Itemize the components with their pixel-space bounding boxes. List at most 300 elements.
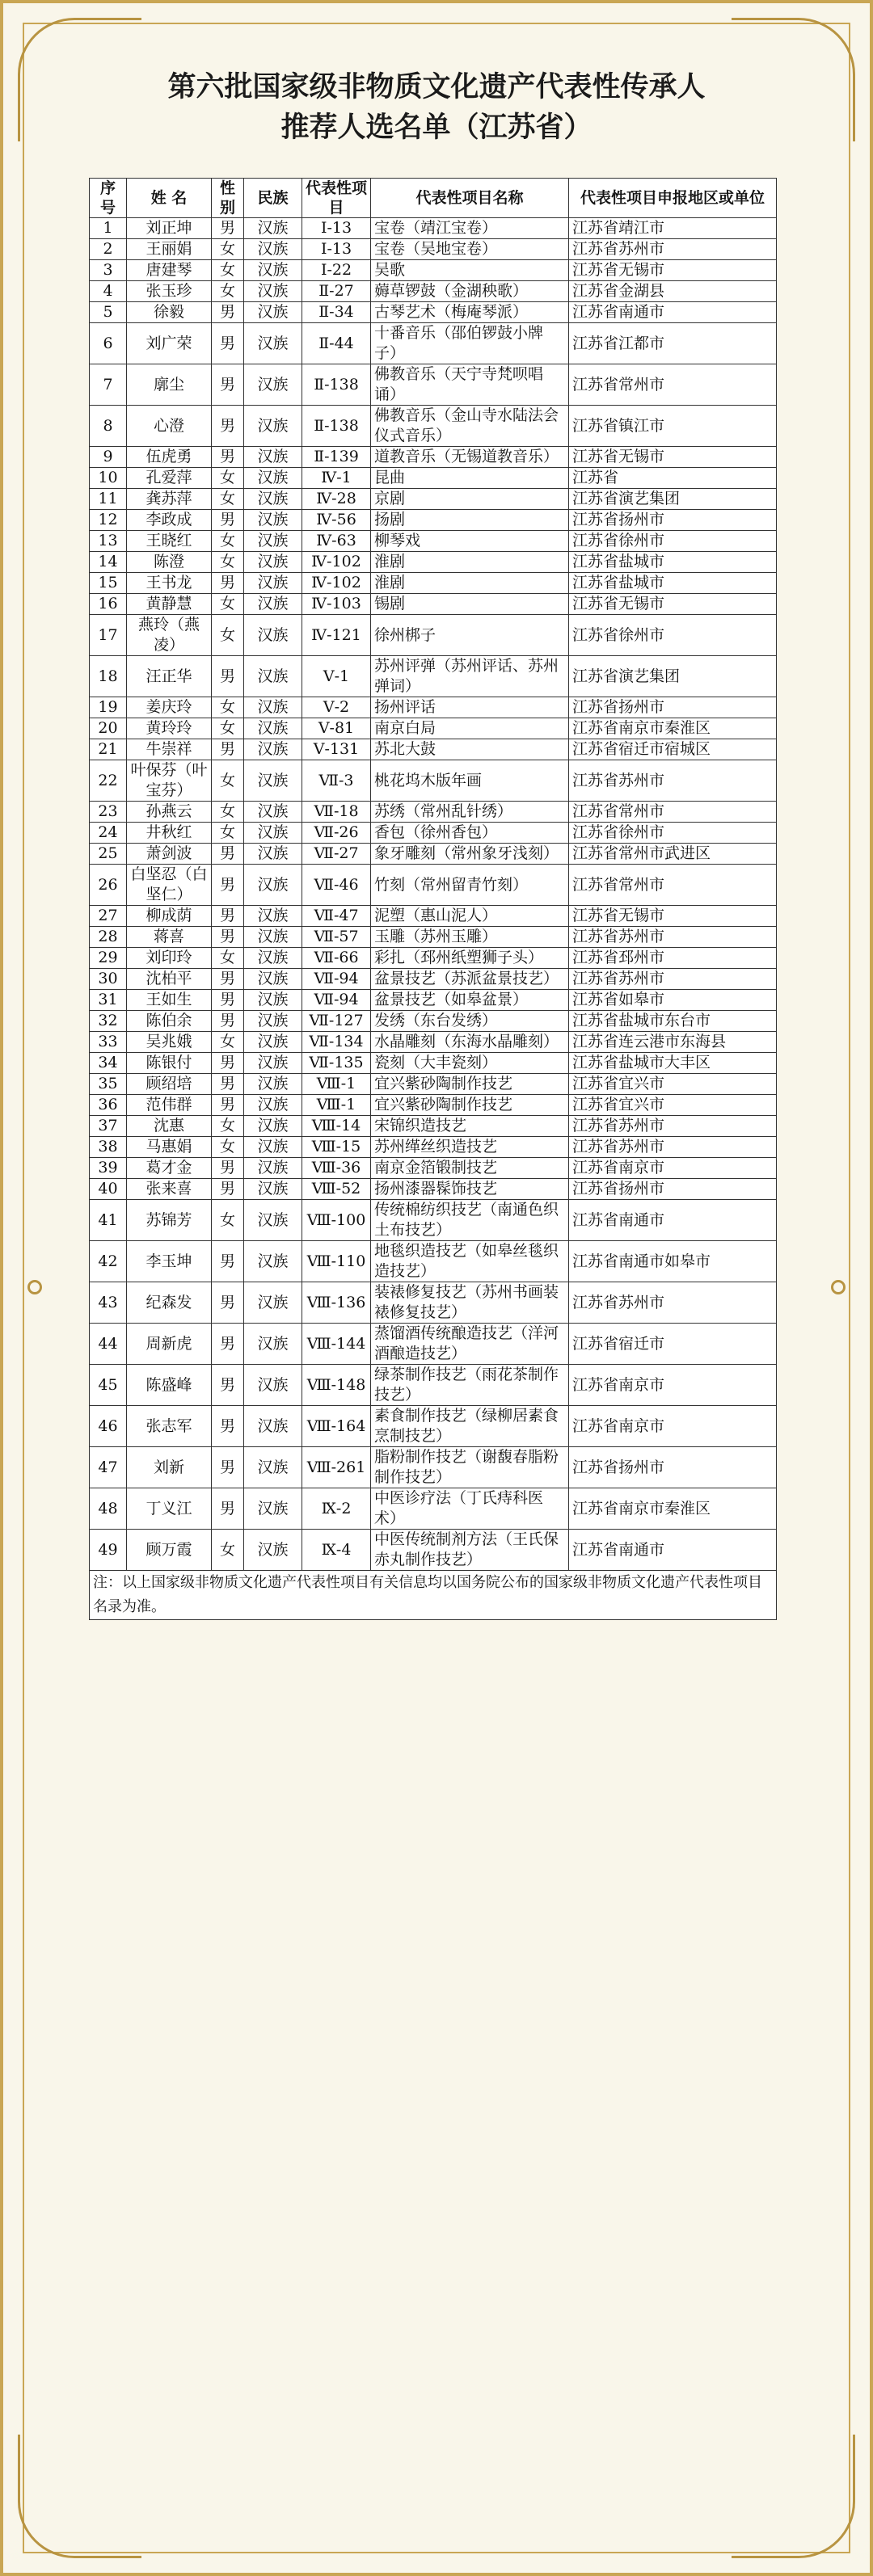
- cell-gender: 男: [212, 1324, 244, 1365]
- cell-gender: 男: [212, 1365, 244, 1406]
- cell-item-no: Ⅰ-22: [302, 260, 371, 281]
- cell-item-name: 淮剧: [371, 573, 569, 594]
- cell-item-no: Ⅷ-164: [302, 1406, 371, 1447]
- table-row: [90, 656, 777, 697]
- cell-seq: 35: [90, 1074, 127, 1095]
- cell-region: 江苏省南京市: [569, 1158, 777, 1179]
- table-row: [90, 615, 777, 656]
- cell-gender: 女: [212, 489, 244, 510]
- cell-ethnic: 汉族: [244, 906, 302, 927]
- cell-region: 江苏省宜兴市: [569, 1074, 777, 1095]
- cell-item-name: 装裱修复技艺（苏州书画装裱修复技艺）: [371, 1282, 569, 1324]
- cell-item-name: 锡剧: [371, 594, 569, 615]
- cell-item-no: Ⅱ-138: [302, 406, 371, 447]
- cell-seq: 42: [90, 1241, 127, 1282]
- cell-gender: 女: [212, 1530, 244, 1571]
- cell-item-no: Ⅷ-148: [302, 1365, 371, 1406]
- cell-gender: 女: [212, 718, 244, 739]
- cell-item-no: Ⅷ-15: [302, 1137, 371, 1158]
- cell-ethnic: 汉族: [244, 531, 302, 552]
- cell-region: 江苏省常州市: [569, 865, 777, 906]
- cell-name: 周新虎: [127, 1324, 212, 1365]
- cell-name: 唐建琴: [127, 260, 212, 281]
- header-item-no: 代表性项目: [302, 179, 371, 218]
- cell-name: 纪森发: [127, 1282, 212, 1324]
- cell-name: 蒋喜: [127, 927, 212, 948]
- table-row: [90, 1158, 777, 1179]
- cell-item-no: Ⅷ-110: [302, 1241, 371, 1282]
- cell-ethnic: 汉族: [244, 948, 302, 969]
- cell-region: 江苏省无锡市: [569, 260, 777, 281]
- cell-name: 刘正坤: [127, 218, 212, 239]
- table-row: [90, 594, 777, 615]
- cell-name: 黄玲玲: [127, 718, 212, 739]
- cell-ethnic: 汉族: [244, 1053, 302, 1074]
- cell-seq: 17: [90, 615, 127, 656]
- cell-region: 江苏省宿迁市宿城区: [569, 739, 777, 760]
- cell-name: 顾万霞: [127, 1530, 212, 1571]
- table-row: [90, 760, 777, 802]
- cell-item-name: 古琴艺术（梅庵琴派）: [371, 302, 569, 323]
- cell-name: 陈伯余: [127, 1011, 212, 1032]
- table-row: [90, 531, 777, 552]
- cell-seq: 7: [90, 364, 127, 406]
- cell-name: 葛才金: [127, 1158, 212, 1179]
- cell-region: 江苏省南京市: [569, 1365, 777, 1406]
- cell-item-name: 苏州缂丝织造技艺: [371, 1137, 569, 1158]
- side-flourish-left: [27, 1280, 42, 1294]
- cell-item-no: Ⅷ-136: [302, 1282, 371, 1324]
- cell-name: 王丽娟: [127, 239, 212, 260]
- cell-region: 江苏省靖江市: [569, 218, 777, 239]
- cell-item-name: 道教音乐（无锡道教音乐）: [371, 447, 569, 468]
- cell-gender: 男: [212, 906, 244, 927]
- table-row: [90, 1200, 777, 1241]
- cell-gender: 女: [212, 594, 244, 615]
- cell-seq: 34: [90, 1053, 127, 1074]
- cell-ethnic: 汉族: [244, 364, 302, 406]
- cell-item-no: Ⅶ-127: [302, 1011, 371, 1032]
- cell-item-name: 淮剧: [371, 552, 569, 573]
- cell-item-no: Ⅳ-102: [302, 552, 371, 573]
- cell-seq: 30: [90, 969, 127, 990]
- table-row: [90, 302, 777, 323]
- cell-item-no: Ⅶ-57: [302, 927, 371, 948]
- table-row: [90, 1095, 777, 1116]
- cell-name: 李政成: [127, 510, 212, 531]
- cell-gender: 男: [212, 844, 244, 865]
- cell-region: 江苏省苏州市: [569, 239, 777, 260]
- cell-name: 李玉坤: [127, 1241, 212, 1282]
- cell-seq: 22: [90, 760, 127, 802]
- cell-name: 汪正华: [127, 656, 212, 697]
- cell-item-name: 苏绣（常州乱针绣）: [371, 802, 569, 823]
- cell-item-no: Ⅱ-27: [302, 281, 371, 302]
- cell-seq: 41: [90, 1200, 127, 1241]
- cell-region: 江苏省苏州市: [569, 1116, 777, 1137]
- cell-seq: 11: [90, 489, 127, 510]
- table-row: [90, 510, 777, 531]
- cell-name: 沈惠: [127, 1116, 212, 1137]
- table-row: [90, 1032, 777, 1053]
- cell-item-name: 传统棉纺织技艺（南通色织土布技艺）: [371, 1200, 569, 1241]
- page-title: 第六批国家级非物质文化遗产代表性传承人: [167, 71, 706, 103]
- cell-item-no: Ⅶ-135: [302, 1053, 371, 1074]
- cell-ethnic: 汉族: [244, 656, 302, 697]
- cell-item-no: Ⅸ-4: [302, 1530, 371, 1571]
- cell-item-name: 南京金箔锻制技艺: [371, 1158, 569, 1179]
- cell-item-name: 昆曲: [371, 468, 569, 489]
- cell-ethnic: 汉族: [244, 218, 302, 239]
- cell-ethnic: 汉族: [244, 802, 302, 823]
- cell-item-name: 绿茶制作技艺（雨花茶制作技艺）: [371, 1365, 569, 1406]
- cell-name: 范伟群: [127, 1095, 212, 1116]
- cell-ethnic: 汉族: [244, 1137, 302, 1158]
- cell-region: 江苏省演艺集团: [569, 489, 777, 510]
- cell-item-no: Ⅷ-36: [302, 1158, 371, 1179]
- table-row: [90, 406, 777, 447]
- cell-item-name: 玉雕（苏州玉雕）: [371, 927, 569, 948]
- table-header-row: [90, 179, 777, 218]
- cell-item-no: Ⅶ-27: [302, 844, 371, 865]
- header-region: 代表性项目申报地区或单位: [569, 179, 777, 218]
- cell-name: 心澄: [127, 406, 212, 447]
- cell-seq: 33: [90, 1032, 127, 1053]
- cell-ethnic: 汉族: [244, 406, 302, 447]
- table-row: [90, 906, 777, 927]
- cell-ethnic: 汉族: [244, 990, 302, 1011]
- cell-item-no: Ⅷ-1: [302, 1074, 371, 1095]
- cell-gender: 女: [212, 239, 244, 260]
- cell-item-no: Ⅳ-103: [302, 594, 371, 615]
- cell-ethnic: 汉族: [244, 552, 302, 573]
- table-row: [90, 323, 777, 364]
- cell-name: 陈银付: [127, 1053, 212, 1074]
- cell-gender: 女: [212, 615, 244, 656]
- cell-name: 孙燕云: [127, 802, 212, 823]
- cell-item-no: Ⅰ-13: [302, 218, 371, 239]
- cell-item-name: 十番音乐（邵伯锣鼓小牌子）: [371, 323, 569, 364]
- cell-name: 伍虎勇: [127, 447, 212, 468]
- cell-ethnic: 汉族: [244, 844, 302, 865]
- table-row: [90, 489, 777, 510]
- cell-item-no: Ⅷ-100: [302, 1200, 371, 1241]
- cell-seq: 32: [90, 1011, 127, 1032]
- cell-seq: 47: [90, 1447, 127, 1488]
- cell-item-name: 水晶雕刻（东海水晶雕刻）: [371, 1032, 569, 1053]
- cell-seq: 21: [90, 739, 127, 760]
- cell-seq: 48: [90, 1488, 127, 1530]
- cell-region: 江苏省南通市如皋市: [569, 1241, 777, 1282]
- table-row: [90, 865, 777, 906]
- cell-seq: 8: [90, 406, 127, 447]
- cell-seq: 18: [90, 656, 127, 697]
- cell-gender: 女: [212, 1137, 244, 1158]
- cell-name: 王书龙: [127, 573, 212, 594]
- cell-name: 刘印玲: [127, 948, 212, 969]
- cell-ethnic: 汉族: [244, 927, 302, 948]
- cell-region: 江苏省徐州市: [569, 823, 777, 844]
- cell-seq: 5: [90, 302, 127, 323]
- cell-name: 刘广荣: [127, 323, 212, 364]
- cell-gender: 女: [212, 552, 244, 573]
- cell-item-no: Ⅶ-66: [302, 948, 371, 969]
- cell-seq: 25: [90, 844, 127, 865]
- cell-ethnic: 汉族: [244, 1365, 302, 1406]
- cell-ethnic: 汉族: [244, 1241, 302, 1282]
- cell-ethnic: 汉族: [244, 760, 302, 802]
- cell-gender: 男: [212, 1158, 244, 1179]
- cell-region: 江苏省无锡市: [569, 447, 777, 468]
- cell-item-name: 盆景技艺（苏派盆景技艺）: [371, 969, 569, 990]
- cell-item-name: 宝卷（靖江宝卷）: [371, 218, 569, 239]
- cell-gender: 男: [212, 364, 244, 406]
- cell-item-name: 南京白局: [371, 718, 569, 739]
- cell-ethnic: 汉族: [244, 615, 302, 656]
- cell-item-name: 京剧: [371, 489, 569, 510]
- cell-ethnic: 汉族: [244, 468, 302, 489]
- cell-region: 江苏省宜兴市: [569, 1095, 777, 1116]
- cell-gender: 男: [212, 739, 244, 760]
- cell-gender: 男: [212, 1241, 244, 1282]
- cell-name: 张玉珍: [127, 281, 212, 302]
- cell-ethnic: 汉族: [244, 969, 302, 990]
- cell-region: 江苏省徐州市: [569, 615, 777, 656]
- cell-seq: 40: [90, 1179, 127, 1200]
- table-row: [90, 739, 777, 760]
- header-name: 姓 名: [127, 179, 212, 218]
- cell-gender: 男: [212, 323, 244, 364]
- cell-name: 马惠娟: [127, 1137, 212, 1158]
- cell-gender: 女: [212, 760, 244, 802]
- cell-item-no: Ⅸ-2: [302, 1488, 371, 1530]
- cell-name: 牛崇祥: [127, 739, 212, 760]
- cell-item-no: Ⅳ-121: [302, 615, 371, 656]
- cell-seq: 20: [90, 718, 127, 739]
- cell-ethnic: 汉族: [244, 697, 302, 718]
- cell-region: 江苏省南通市: [569, 1530, 777, 1571]
- cell-gender: 女: [212, 697, 244, 718]
- cell-region: 江苏省南通市: [569, 302, 777, 323]
- cell-seq: 6: [90, 323, 127, 364]
- cell-item-name: 彩扎（邳州纸塑狮子头）: [371, 948, 569, 969]
- cell-ethnic: 汉族: [244, 489, 302, 510]
- cell-region: 江苏省盐城市: [569, 573, 777, 594]
- cell-ethnic: 汉族: [244, 1116, 302, 1137]
- cell-item-no: Ⅳ-56: [302, 510, 371, 531]
- cell-item-name: 泥塑（惠山泥人）: [371, 906, 569, 927]
- table-row: [90, 969, 777, 990]
- cell-item-name: 扬剧: [371, 510, 569, 531]
- cell-name: 苏锦芳: [127, 1200, 212, 1241]
- cell-item-no: Ⅶ-134: [302, 1032, 371, 1053]
- cell-item-name: 盆景技艺（如皋盆景）: [371, 990, 569, 1011]
- table-row: [90, 1282, 777, 1324]
- cell-ethnic: 汉族: [244, 281, 302, 302]
- cell-item-name: 宝卷（吴地宝卷）: [371, 239, 569, 260]
- cell-item-no: Ⅶ-18: [302, 802, 371, 823]
- table-row: [90, 1530, 777, 1571]
- note-row: [90, 1571, 777, 1620]
- cell-item-name: 中医诊疗法（丁氏痔科医术）: [371, 1488, 569, 1530]
- cell-region: 江苏省盐城市大丰区: [569, 1053, 777, 1074]
- cell-seq: 44: [90, 1324, 127, 1365]
- cell-item-no: Ⅱ-34: [302, 302, 371, 323]
- cell-item-name: 中医传统制剂方法（王氏保赤丸制作技艺）: [371, 1530, 569, 1571]
- cell-region: 江苏省南京市: [569, 1406, 777, 1447]
- cell-seq: 45: [90, 1365, 127, 1406]
- cell-seq: 9: [90, 447, 127, 468]
- cell-gender: 男: [212, 927, 244, 948]
- cell-gender: 女: [212, 823, 244, 844]
- cell-region: 江苏省镇江市: [569, 406, 777, 447]
- cell-name: 燕玲（燕凌）: [127, 615, 212, 656]
- cell-seq: 38: [90, 1137, 127, 1158]
- cell-item-no: Ⅶ-47: [302, 906, 371, 927]
- cell-gender: 男: [212, 656, 244, 697]
- cell-gender: 男: [212, 447, 244, 468]
- cell-item-name: 宜兴紫砂陶制作技艺: [371, 1095, 569, 1116]
- cell-ethnic: 汉族: [244, 1095, 302, 1116]
- cell-item-name: 蒸馏酒传统酿造技艺（洋河酒酿造技艺）: [371, 1324, 569, 1365]
- table-row: [90, 1137, 777, 1158]
- cell-ethnic: 汉族: [244, 302, 302, 323]
- cell-item-no: Ⅴ-81: [302, 718, 371, 739]
- cell-item-no: Ⅴ-131: [302, 739, 371, 760]
- table-row: [90, 1011, 777, 1032]
- cell-item-name: 竹刻（常州留青竹刻）: [371, 865, 569, 906]
- corner-ornament-bottom-right: [732, 2435, 855, 2558]
- cell-item-name: 徐州梆子: [371, 615, 569, 656]
- cell-ethnic: 汉族: [244, 1074, 302, 1095]
- header-seq: 序号: [90, 179, 127, 218]
- cell-item-no: Ⅱ-138: [302, 364, 371, 406]
- cell-region: 江苏省扬州市: [569, 1447, 777, 1488]
- cell-region: 江苏省苏州市: [569, 1137, 777, 1158]
- side-flourish-right: [831, 1280, 846, 1294]
- cell-name: 黄静慧: [127, 594, 212, 615]
- cell-gender: 男: [212, 406, 244, 447]
- cell-item-name: 苏州评弹（苏州评话、苏州弹词）: [371, 656, 569, 697]
- table-row: [90, 260, 777, 281]
- cell-region: 江苏省苏州市: [569, 760, 777, 802]
- cell-name: 井秋红: [127, 823, 212, 844]
- cell-item-no: Ⅳ-28: [302, 489, 371, 510]
- cell-gender: 女: [212, 1032, 244, 1053]
- table-row: [90, 697, 777, 718]
- cell-region: 江苏省宿迁市: [569, 1324, 777, 1365]
- cell-ethnic: 汉族: [244, 323, 302, 364]
- header-ethnic: 民族: [244, 179, 302, 218]
- cell-ethnic: 汉族: [244, 260, 302, 281]
- cell-ethnic: 汉族: [244, 1282, 302, 1324]
- cell-gender: 女: [212, 531, 244, 552]
- cell-gender: 男: [212, 1406, 244, 1447]
- cell-gender: 女: [212, 1116, 244, 1137]
- cell-ethnic: 汉族: [244, 1200, 302, 1241]
- cell-gender: 男: [212, 990, 244, 1011]
- cell-region: 江苏省无锡市: [569, 906, 777, 927]
- cell-item-no: Ⅴ-2: [302, 697, 371, 718]
- cell-name: 萧剑波: [127, 844, 212, 865]
- cell-item-name: 薅草锣鼓（金湖秧歌）: [371, 281, 569, 302]
- cell-ethnic: 汉族: [244, 718, 302, 739]
- cell-ethnic: 汉族: [244, 1324, 302, 1365]
- cell-region: 江苏省南京市秦淮区: [569, 718, 777, 739]
- cell-seq: 10: [90, 468, 127, 489]
- cell-gender: 女: [212, 281, 244, 302]
- header-item-name: 代表性项目名称: [371, 179, 569, 218]
- cell-name: 张来喜: [127, 1179, 212, 1200]
- cell-item-name: 桃花坞木版年画: [371, 760, 569, 802]
- header-gender: 性别: [212, 179, 244, 218]
- cell-gender: 男: [212, 1011, 244, 1032]
- table-row: [90, 552, 777, 573]
- cell-item-name: 瓷刻（大丰瓷刻）: [371, 1053, 569, 1074]
- table-row: [90, 990, 777, 1011]
- cell-item-no: Ⅰ-13: [302, 239, 371, 260]
- cell-item-no: Ⅳ-102: [302, 573, 371, 594]
- cell-seq: 3: [90, 260, 127, 281]
- cell-item-name: 吴歌: [371, 260, 569, 281]
- cell-item-no: Ⅶ-26: [302, 823, 371, 844]
- cell-seq: 43: [90, 1282, 127, 1324]
- cell-seq: 1: [90, 218, 127, 239]
- cell-item-no: Ⅷ-1: [302, 1095, 371, 1116]
- cell-seq: 27: [90, 906, 127, 927]
- table-row: [90, 447, 777, 468]
- cell-name: 叶保芬（叶宝芬）: [127, 760, 212, 802]
- table-row: [90, 1241, 777, 1282]
- cell-seq: 16: [90, 594, 127, 615]
- cell-seq: 14: [90, 552, 127, 573]
- table-row: [90, 802, 777, 823]
- cell-seq: 13: [90, 531, 127, 552]
- cell-gender: 男: [212, 510, 244, 531]
- cell-ethnic: 汉族: [244, 739, 302, 760]
- cell-seq: 24: [90, 823, 127, 844]
- cell-gender: 男: [212, 1074, 244, 1095]
- cell-name: 龚苏萍: [127, 489, 212, 510]
- cell-item-no: Ⅷ-261: [302, 1447, 371, 1488]
- cell-region: 江苏省: [569, 468, 777, 489]
- cell-name: 柳成荫: [127, 906, 212, 927]
- cell-region: 江苏省南通市: [569, 1200, 777, 1241]
- cell-seq: 31: [90, 990, 127, 1011]
- cell-region: 江苏省无锡市: [569, 594, 777, 615]
- cell-ethnic: 汉族: [244, 1011, 302, 1032]
- cell-gender: 男: [212, 573, 244, 594]
- cell-ethnic: 汉族: [244, 1406, 302, 1447]
- cell-seq: 37: [90, 1116, 127, 1137]
- cell-seq: 28: [90, 927, 127, 948]
- cell-name: 顾绍培: [127, 1074, 212, 1095]
- cell-seq: 49: [90, 1530, 127, 1571]
- table-row: [90, 239, 777, 260]
- cell-seq: 2: [90, 239, 127, 260]
- cell-region: 江苏省扬州市: [569, 697, 777, 718]
- cell-seq: 23: [90, 802, 127, 823]
- cell-item-name: 柳琴戏: [371, 531, 569, 552]
- cell-name: 吴兆娥: [127, 1032, 212, 1053]
- cell-ethnic: 汉族: [244, 239, 302, 260]
- cell-seq: 26: [90, 865, 127, 906]
- cell-item-no: Ⅳ-63: [302, 531, 371, 552]
- cell-item-name: 宜兴紫砂陶制作技艺: [371, 1074, 569, 1095]
- cell-name: 张志军: [127, 1406, 212, 1447]
- cell-region: 江苏省盐城市东台市: [569, 1011, 777, 1032]
- cell-item-no: Ⅶ-94: [302, 990, 371, 1011]
